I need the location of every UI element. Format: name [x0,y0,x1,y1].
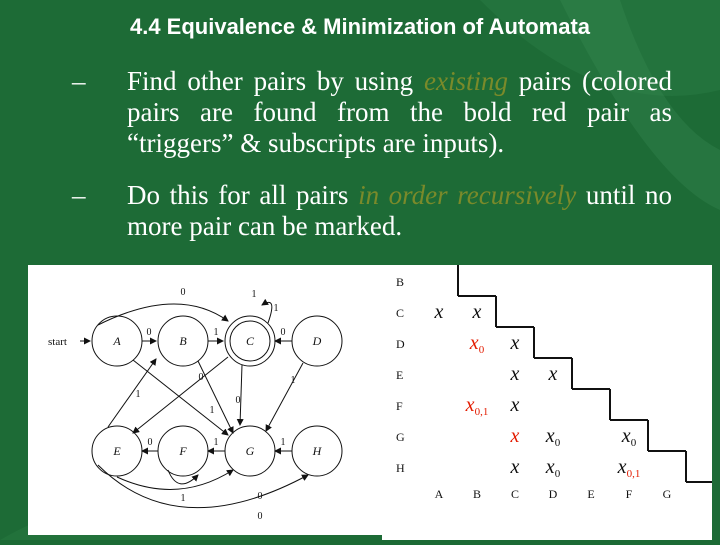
table-cell-mark: $x_{0,1}$ [465,394,489,418]
table-col-label: A [434,487,444,501]
table-row-label: F [396,399,403,413]
edge-label: 0 [257,511,263,522]
state-b-label: B [179,334,187,348]
table-cell-mark: x [510,363,520,385]
state-d-label: D [312,334,322,348]
table-cell-mark: x [434,301,444,323]
edge-label: 0 [235,395,241,406]
edge-label: 1 [180,493,186,504]
table-cell-mark: $x_0$ [469,332,485,356]
table-cell-mark: x [510,394,520,416]
bullet-text: Do this for all pairs in order recursively until no more pair can be marked. [127,180,672,241]
table-col-label: F [625,487,633,501]
table-cell-mark: x [510,456,520,478]
state-f-label: F [179,444,187,458]
bullet-dash: – [72,180,86,210]
table-col-label: C [510,487,520,501]
state-e-label: E [113,444,121,458]
edge-label: 1 [280,437,286,448]
edge-label: 0 [280,327,286,338]
equivalence-table [382,265,712,540]
table-cell-mark: $x_0$ [545,456,561,480]
state-g-label: G [245,444,255,458]
table-cell-mark: x [472,301,482,323]
table-cell-mark: x [510,425,520,447]
table-cell-mark: x [548,363,558,385]
table-cell-mark: $x_0$ [621,425,637,449]
table-row-label: B [396,275,405,289]
edge-label: 1 [213,327,219,338]
table-row-label: G [396,430,405,444]
edge-label: 1 [251,289,257,300]
table-col-label: D [548,487,558,501]
equivalence-table-svg [382,265,712,540]
highlight-text: existing [423,66,508,96]
bullet-dash: – [72,66,86,96]
start-label: start [48,336,67,348]
edge-label: 1 [213,437,219,448]
edge-label: 1 [135,389,141,400]
edge-label: 0 [257,491,263,502]
table-col-label: B [472,487,482,501]
table-cell-mark: x [510,332,520,354]
table-col-label: E [587,487,595,501]
table-row-label: E [396,368,404,382]
table-cell-mark: $x_{0,1}$ [617,456,641,480]
edge-label: 1 [290,375,296,386]
table-cell-mark: $x_0$ [545,425,561,449]
automaton-svg [28,265,382,535]
table-row-label: H [396,461,405,475]
highlight-text: in order recursively [358,180,577,210]
automaton-diagram [28,265,382,535]
slide-title: 4.4 Equivalence & Minimization of Automata [129,14,591,39]
edge-label: 0 [147,437,153,448]
edge-label: 0 [146,327,152,338]
edge-label: 0 [198,372,204,383]
table-col-label: G [662,487,672,501]
state-c-label: C [245,334,255,348]
edge-label: 1 [209,405,215,416]
edge-label: 0 [180,287,186,298]
page-number: 40 [697,524,710,536]
state-h-label: H [312,444,322,458]
table-row-label: D [396,337,405,351]
bullet-text: Find other pairs by using existing pairs (colored pairs are found from the bold red pair as “triggers” & subscripts are inputs). [127,66,672,158]
edge-label: 1 [273,303,279,314]
table-grid [458,265,712,482]
state-a-label: A [113,334,121,348]
table-row-label: C [396,306,405,320]
